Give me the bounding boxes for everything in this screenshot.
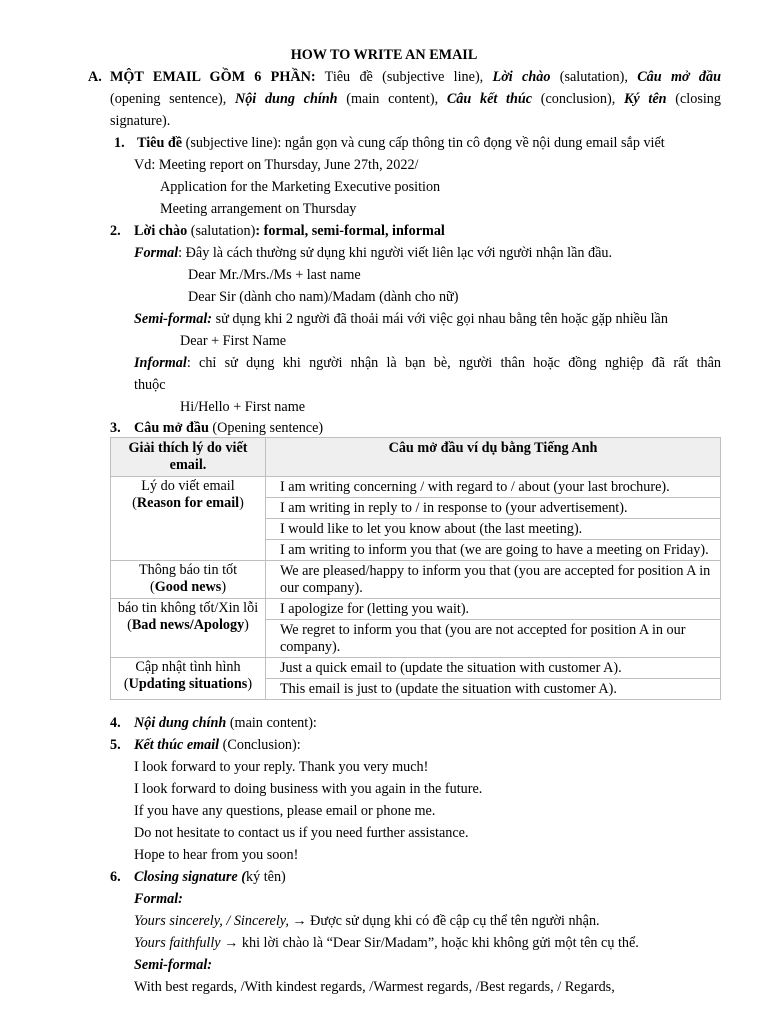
closing-formal-1-phrase: Yours sincerely, / Sincerely, bbox=[134, 913, 289, 929]
table-header-left: Giải thích lý do viết email. bbox=[111, 438, 266, 477]
item-1-label: Tiêu đề bbox=[137, 135, 183, 151]
semi-formal-example: Dear + First Name bbox=[180, 333, 287, 349]
opening-sentence: I am writing to inform you that (we are going to have a meeting on Friday). bbox=[266, 540, 721, 561]
informal-line-1 bbox=[134, 354, 721, 372]
section-a-line-3: signature). bbox=[110, 113, 171, 129]
item-6-text: ký tên) bbox=[245, 869, 286, 885]
section-a-text: (closing bbox=[666, 91, 721, 107]
informal-label: Informal bbox=[134, 355, 187, 371]
closing-formal-1-text: Được sử dụng khi có đề cập cụ thể tên người nhận. bbox=[306, 913, 600, 929]
conclusion-line: If you have any questions, please email or phone me. bbox=[134, 803, 436, 819]
item-4-number: 4. bbox=[110, 715, 121, 731]
opening-sentence-table bbox=[110, 437, 721, 700]
section-a-text: (opening sentence), bbox=[110, 91, 235, 107]
section-a-text: (conclusion), bbox=[532, 91, 624, 107]
item-3-line bbox=[134, 419, 323, 437]
closing-formal-2-text: khi lời chào là “Dear Sir/Madam”, hoặc khi không gửi một tên cụ thể. bbox=[238, 935, 639, 951]
item-3-text: (Opening sentence) bbox=[208, 420, 324, 436]
item-2-label: Lời chào bbox=[134, 223, 188, 239]
closing-semi-formal-label: Semi-formal: bbox=[134, 957, 213, 973]
closing-formal-2 bbox=[134, 934, 639, 952]
formal-label: Formal bbox=[134, 245, 179, 261]
opening-sentence: We are pleased/happy to inform you that (you are accepted for position A in our company). bbox=[266, 561, 721, 599]
item-6-label: Closing signature ( bbox=[134, 869, 246, 885]
update-vi: Cập nhật tình hình bbox=[135, 659, 241, 675]
update-en: Updating situations bbox=[128, 676, 248, 692]
item-4-line bbox=[134, 714, 317, 732]
informal-example: Hi/Hello + First name bbox=[180, 399, 306, 415]
item-2-line bbox=[134, 222, 445, 240]
informal-text: : chỉ sử dụng khi người nhận là bạn bè, người thân hoặc đồng nghiệp đã rất thân bbox=[186, 355, 721, 371]
opening-sentence: I am writing concerning / with regard to / about (your last brochure). bbox=[266, 477, 721, 498]
conclusion-line: I look forward to your reply. Thank you very much! bbox=[134, 759, 429, 775]
closing-formal-label: Formal: bbox=[134, 891, 183, 907]
item-1-example-3: Meeting arrangement on Thursday bbox=[160, 201, 357, 217]
section-a-ky-ten: Ký tên bbox=[623, 91, 667, 107]
section-a-line-2 bbox=[110, 90, 721, 108]
item-5-text: (Conclusion): bbox=[219, 737, 301, 753]
opening-sentence: We regret to inform you that (you are not accepted for position A in our company). bbox=[266, 620, 721, 658]
reason-vi: Lý do viết email bbox=[141, 478, 235, 494]
closing-formal-1 bbox=[134, 912, 600, 930]
table-row bbox=[111, 561, 721, 599]
closing-formal-2-phrase: Yours faithfully bbox=[134, 935, 221, 951]
table-row bbox=[111, 477, 721, 498]
good-news-en: Good news bbox=[154, 579, 222, 595]
item-1-example-1: Vd: Meeting report on Thursday, June 27th, 2022/ bbox=[134, 157, 419, 173]
section-a-text: (salutation), bbox=[550, 69, 638, 85]
opening-sentence: I am writing in reply to / in response to (your advertisement). bbox=[266, 498, 721, 519]
section-a-text: (main content), bbox=[337, 91, 447, 107]
item-1-number: 1. bbox=[114, 135, 125, 151]
table-header-row bbox=[111, 438, 721, 477]
item-3-label: Câu mở đầu bbox=[134, 420, 209, 436]
item-5-number: 5. bbox=[110, 737, 121, 753]
informal-line-2: thuộc bbox=[134, 377, 166, 393]
section-a-line-1 bbox=[110, 68, 721, 86]
table-row bbox=[111, 658, 721, 679]
item-6-number: 6. bbox=[110, 869, 121, 885]
item-4-text: (main content): bbox=[226, 715, 317, 731]
section-a-heading: MỘT EMAIL GỒM 6 PHẦN: bbox=[110, 69, 316, 85]
table-row bbox=[111, 599, 721, 620]
conclusion-line: Hope to hear from you soon! bbox=[134, 847, 299, 863]
formal-example-2: Dear Sir (dành cho nam)/Madam (dành cho nữ) bbox=[188, 289, 459, 305]
bad-news-cell: báo tin không tốt/Xin lỗi (Bad news/Apology) bbox=[111, 599, 266, 658]
semi-formal-label: Semi-formal: bbox=[134, 311, 213, 327]
semi-formal-line bbox=[134, 310, 668, 328]
opening-sentence: I would like to let you know about (the last meeting). bbox=[266, 519, 721, 540]
bad-news-en: Bad news/Apology bbox=[131, 617, 245, 633]
item-1-text: (subjective line): ngắn gọn và cung cấp thông tin cô đọng về nội dung email sắp viết bbox=[182, 135, 665, 151]
item-3-number: 3. bbox=[110, 420, 121, 436]
section-a-noi-dung: Nội dung chính bbox=[234, 91, 338, 107]
opening-sentence: Just a quick email to (update the situation with customer A). bbox=[266, 658, 721, 679]
formal-example-1: Dear Mr./Mrs./Ms + last name bbox=[188, 267, 361, 283]
conclusion-line: I look forward to doing business with you again in the future. bbox=[134, 781, 483, 797]
conclusion-line: Do not hesitate to contact us if you need further assistance. bbox=[134, 825, 469, 841]
good-news-cell: Thông báo tin tốt (Good news) bbox=[111, 561, 266, 599]
formal-text: : Đây là cách thường sử dụng khi người viết liên lạc với người nhận lần đầu. bbox=[178, 245, 613, 261]
semi-formal-text: sử dụng khi 2 người đã thoải mái với việc gọi nhau bằng tên hoặc gặp nhiều lần bbox=[212, 311, 668, 327]
opening-sentence: This email is just to (update the situation with customer A). bbox=[266, 679, 721, 700]
item-2-text: (salutation) bbox=[187, 223, 256, 239]
arrow-icon: → bbox=[292, 913, 307, 929]
section-a-text: Tiêu đề (subjective line), bbox=[315, 69, 493, 85]
arrow-icon: → bbox=[224, 935, 239, 951]
update-cell: Cập nhật tình hình (Updating situations) bbox=[111, 658, 266, 700]
item-4-label: Nội dung chính bbox=[134, 715, 227, 731]
opening-sentence: I apologize for (letting you wait). bbox=[266, 599, 721, 620]
table-header-right: Câu mở đầu ví dụ bằng Tiếng Anh bbox=[266, 438, 721, 477]
section-a-cau-mo-dau: Câu mở đầu bbox=[637, 69, 721, 85]
item-2-suffix: : formal, semi-formal, informal bbox=[255, 223, 445, 239]
document-title: HOW TO WRITE AN EMAIL bbox=[290, 47, 478, 63]
section-a-marker: A. bbox=[88, 69, 102, 85]
item-2-number: 2. bbox=[110, 223, 121, 239]
item-6-line bbox=[134, 868, 286, 886]
reason-cell: Lý do viết email (Reason for email) bbox=[111, 477, 266, 561]
item-5-line bbox=[134, 736, 301, 754]
item-1-example-2: Application for the Marketing Executive position bbox=[160, 179, 441, 195]
section-a-loi-chao: Lời chào bbox=[492, 69, 551, 85]
formal-line bbox=[134, 244, 612, 262]
good-news-vi: Thông báo tin tốt bbox=[138, 562, 238, 578]
reason-en: Reason for email bbox=[136, 495, 240, 511]
bad-news-vi: báo tin không tốt/Xin lỗi bbox=[117, 600, 259, 616]
item-1-line bbox=[137, 134, 665, 152]
item-5-label: Kết thúc email bbox=[134, 737, 220, 753]
closing-semi-formal-line: With best regards, /With kindest regards, /Warmest regards, /Best regards, / Regards, bbox=[134, 979, 615, 995]
section-a-ket-thuc: Câu kết thúc bbox=[446, 91, 533, 107]
